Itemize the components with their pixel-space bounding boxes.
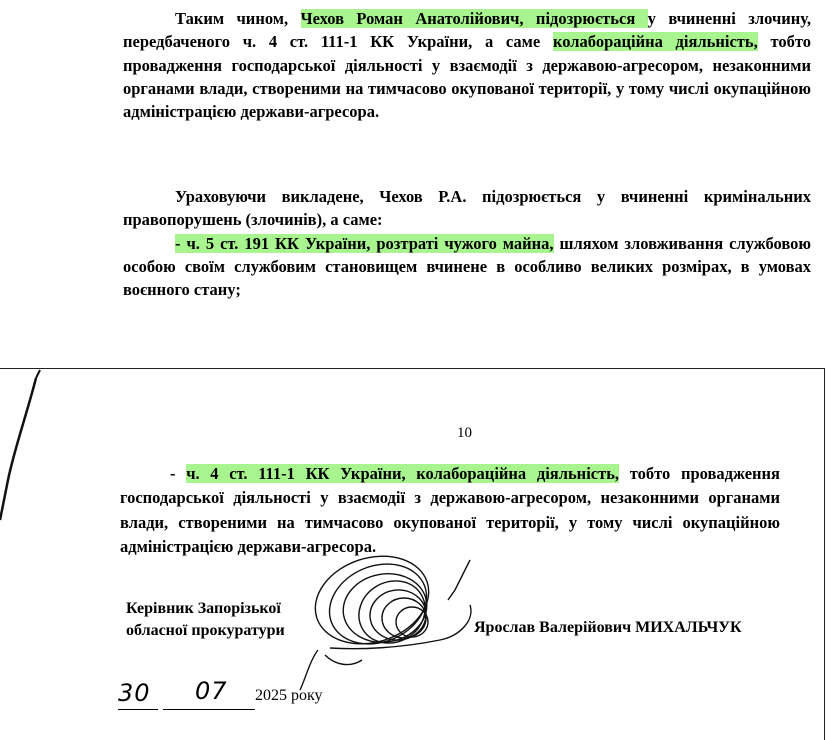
embezzlement-highlight: - ч. 5 ст. 191 КК України, розтраті чужого майна, [175, 233, 554, 253]
date-year: 2025 року [255, 687, 323, 704]
handwritten-signature [300, 542, 471, 690]
charges-intro: Ураховуючи викладене, Чехов Р.А. підозрюється у вчиненні кримінальних правопорушень (злочинів), а саме: [123, 187, 811, 230]
embezzlement-details: шляхом зловживання службовою особою своїм службовим становищем вчинене в особливо великих розмірах, в умовах воєнного стану; [123, 233, 811, 300]
date-month: 07 [195, 677, 228, 705]
signatory-role-line1: Керівник Запорізької [126, 600, 281, 617]
margin-pen-tick [36, 370, 40, 378]
collaboration-charge-highlight: ч. 4 ст. 111-1 КК України, колабораційна діяльність, [186, 464, 620, 483]
signatory-name: Ярослав Валерійович МИХАЛЬЧУК [474, 619, 742, 636]
conclusion-lead: Таким чином, [175, 9, 301, 28]
collaboration-highlight: колабораційна діяльність, [552, 32, 758, 52]
signatory-role-line2: обласної прокуратури [126, 622, 285, 639]
conclusion-body: у вчиненні злочину, передбаченого ч. 4 ст. 111-1 КК України, а саме [123, 9, 811, 52]
collaboration-charge-details: тобто провадження господарської діяльності у взаємодії з державою-агресором, незаконними органами влади, створеними на тимчасово окупованої території, у тому числі окупаційною адміністрацією держави-агресора. [120, 464, 780, 556]
suspect-name-highlight: Чехов Роман Анатолійович, підозрюється [300, 9, 648, 28]
charge-dash: - [170, 464, 187, 483]
date-day: 30 [118, 679, 151, 707]
conclusion-tail: тобто провадження господарської діяльності у взаємодії з державою-агресором, незаконними органами влади, створеними на тимчасово окупованої території, у тому числі окупаційною адміністрацією держави-агресора. [123, 32, 811, 122]
margin-pen-stroke [0, 378, 36, 520]
page-number: 10 [457, 425, 472, 441]
